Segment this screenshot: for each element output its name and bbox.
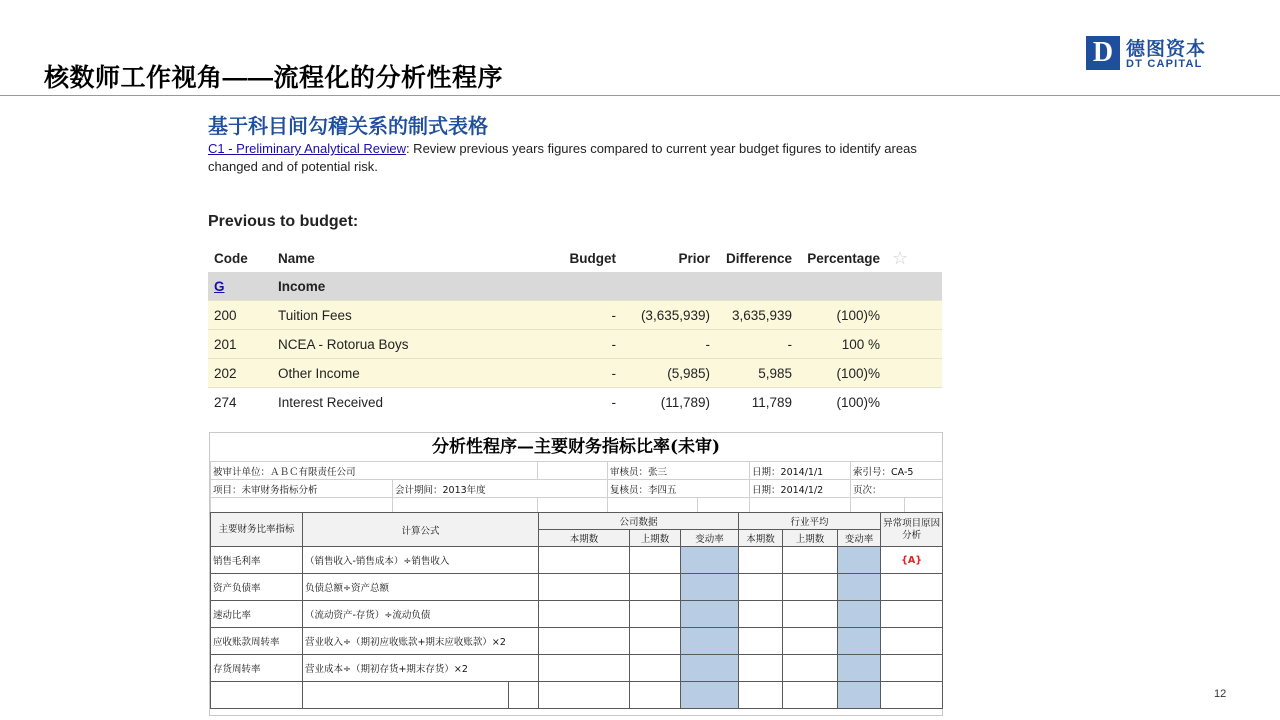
header-indicator: 主要财务比率指标: [211, 513, 303, 547]
budget-subheading: Previous to budget:: [208, 213, 359, 230]
ratio-name: 应收账款周转率: [211, 628, 303, 655]
period-cell: 会计期间：2013年度: [393, 480, 608, 498]
description-text: : Review previous years figures compared to current year budget figures to identify areas changed and of potential risk.: [208, 141, 917, 174]
star-icon[interactable]: ☆: [892, 247, 909, 268]
entity-cell: 被审计单位：ＡＢＣ有限责任公司: [211, 462, 538, 480]
group-row: [208, 272, 942, 301]
row-percentage: (100)%: [798, 301, 886, 330]
row-name: Tuition Fees: [272, 301, 542, 330]
page-cell: 页次：: [851, 480, 943, 498]
table-row: [208, 301, 942, 330]
row-budget: -: [542, 301, 622, 330]
col-percentage: Percentage: [807, 250, 880, 266]
row-percentage: (100)%: [798, 359, 886, 388]
header-analysis: 异常项目原因分析: [881, 513, 943, 547]
row-code: 200: [208, 301, 272, 330]
header-company-change: 变动率: [681, 530, 739, 547]
row-name: NCEA - Rotorua Boys: [272, 330, 542, 359]
header-formula: 计算公式: [303, 513, 539, 547]
ratio-formula: 营业收入÷（期初应收账款+期末应收账款）×2: [303, 628, 539, 655]
row-code: 274: [208, 388, 272, 417]
header-company-previous: 上期数: [630, 530, 681, 547]
page-number: 12: [1214, 688, 1227, 700]
group-name: Income: [272, 272, 542, 301]
preliminary-review-link[interactable]: C1 - Preliminary Analytical Review: [208, 141, 406, 156]
preparer-cell: 审核员：张三: [608, 462, 750, 480]
row-difference: -: [716, 330, 798, 359]
table-row: [208, 330, 942, 359]
row-difference: 11,789: [716, 388, 798, 417]
row-percentage: 100 %: [798, 330, 886, 359]
ratio-note: [881, 628, 943, 655]
ratio-formula: 营业成本÷（期初存货+期末存货）×2: [303, 655, 539, 682]
date1-cell: 日期：2014/1/1: [750, 462, 851, 480]
row-name: Interest Received: [272, 388, 542, 417]
ratio-row: [211, 601, 943, 628]
row-prior: -: [622, 330, 716, 359]
ratio-row: [211, 574, 943, 601]
col-budget: Budget: [569, 250, 616, 266]
ratio-note: {A}: [881, 547, 943, 574]
row-prior: (3,635,939): [622, 301, 716, 330]
ratio-formula: 负债总额÷资产总额: [303, 574, 539, 601]
row-code: 201: [208, 330, 272, 359]
row-difference: 3,635,939: [716, 301, 798, 330]
slide-title: 核数师工作视角——流程化的分析性程序: [44, 64, 504, 92]
ratio-note: [881, 655, 943, 682]
row-prior: (5,985): [622, 359, 716, 388]
col-code: Code: [214, 250, 248, 266]
analytical-worksheet: [209, 432, 943, 716]
ratio-name: 速动比率: [211, 601, 303, 628]
header-industry-current: 本期数: [739, 530, 783, 547]
project-cell: 项目：未审财务指标分析: [211, 480, 393, 498]
section-title: 基于科目间勾稽关系的制式表格: [208, 116, 488, 138]
ratio-formula: （销售收入-销售成本）÷销售收入: [303, 547, 539, 574]
table-row: [208, 359, 942, 388]
logo-mark-icon: D: [1086, 36, 1120, 70]
title-divider: [0, 95, 1280, 96]
ratio-formula: （流动资产-存货）÷流动负债: [303, 601, 539, 628]
section-description: [208, 140, 928, 176]
index-cell: 索引号：CA-5: [851, 462, 943, 480]
col-difference: Difference: [725, 250, 792, 266]
header-industry: 行业平均: [739, 513, 881, 530]
row-difference: 5,985: [716, 359, 798, 388]
ratio-row-empty: [211, 682, 943, 709]
row-percentage: (100)%: [798, 388, 886, 417]
header-company: 公司数据: [539, 513, 739, 530]
ratio-note: [881, 574, 943, 601]
header-industry-change: 变动率: [838, 530, 881, 547]
dt-capital-logo: [1086, 36, 1216, 76]
ratio-name: 存货周转率: [211, 655, 303, 682]
ratio-row: [211, 655, 943, 682]
row-budget: -: [542, 330, 622, 359]
worksheet-title: 分析性程序—主要财务指标比率(未审): [431, 437, 721, 457]
col-prior: Prior: [678, 250, 710, 266]
row-budget: -: [542, 388, 622, 417]
row-prior: (11,789): [622, 388, 716, 417]
ratio-row: [211, 628, 943, 655]
ratio-table: [210, 512, 943, 709]
ratio-row: [211, 547, 943, 574]
logo-chinese-name: 德图资本: [1126, 39, 1207, 60]
worksheet-info-grid: [210, 461, 943, 516]
budget-header-row: [208, 244, 942, 272]
row-code: 202: [208, 359, 272, 388]
reviewer-cell: 复核员：李四五: [608, 480, 750, 498]
header-company-current: 本期数: [539, 530, 630, 547]
table-row: [208, 388, 942, 417]
ratio-name: 资产负债率: [211, 574, 303, 601]
date2-cell: 日期：2014/1/2: [750, 480, 851, 498]
ratio-name: 销售毛利率: [211, 547, 303, 574]
header-industry-previous: 上期数: [783, 530, 838, 547]
ratio-note: [881, 601, 943, 628]
group-code-link[interactable]: G: [214, 278, 225, 294]
budget-table: [208, 244, 942, 416]
col-name: Name: [278, 250, 315, 266]
row-budget: -: [542, 359, 622, 388]
row-name: Other Income: [272, 359, 542, 388]
logo-english-name: DT CAPITAL: [1126, 58, 1203, 70]
